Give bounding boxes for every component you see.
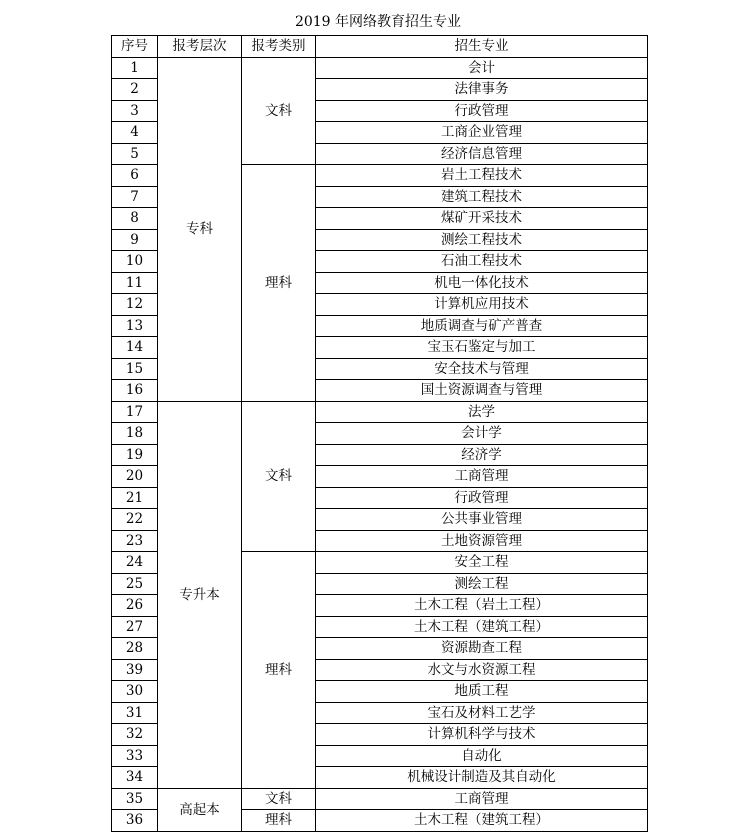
row-number: 18 xyxy=(112,423,158,445)
major-cell: 岩土工程技术 xyxy=(316,165,648,187)
major-cell: 公共事业管理 xyxy=(316,509,648,531)
row-number: 6 xyxy=(112,165,158,187)
level-cell: 专科 xyxy=(158,57,242,401)
major-cell: 资源勘查工程 xyxy=(316,638,648,660)
major-cell: 安全技术与管理 xyxy=(316,358,648,380)
major-cell: 工商管理 xyxy=(316,788,648,810)
row-number: 11 xyxy=(112,272,158,294)
row-number: 1 xyxy=(112,57,158,79)
row-number: 39 xyxy=(112,659,158,681)
row-number: 4 xyxy=(112,122,158,144)
header-category: 报考类别 xyxy=(242,36,316,58)
table-row xyxy=(112,401,648,423)
row-number: 12 xyxy=(112,294,158,316)
row-number: 22 xyxy=(112,509,158,531)
row-number: 8 xyxy=(112,208,158,230)
major-cell: 土木工程（岩土工程） xyxy=(316,595,648,617)
major-cell: 煤矿开采技术 xyxy=(316,208,648,230)
major-cell: 经济信息管理 xyxy=(316,143,648,165)
major-cell: 建筑工程技术 xyxy=(316,186,648,208)
row-number: 10 xyxy=(112,251,158,273)
major-cell: 石油工程技术 xyxy=(316,251,648,273)
row-number: 32 xyxy=(112,724,158,746)
row-number: 16 xyxy=(112,380,158,402)
major-cell: 水文与水资源工程 xyxy=(316,659,648,681)
category-cell: 文科 xyxy=(242,401,316,552)
category-cell: 理科 xyxy=(242,165,316,402)
row-number: 7 xyxy=(112,186,158,208)
document-title: 2019 年网络教育招生专业 xyxy=(294,14,462,30)
major-cell: 法律事务 xyxy=(316,79,648,101)
major-cell: 土地资源管理 xyxy=(316,530,648,552)
row-number: 5 xyxy=(112,143,158,165)
major-cell: 工商管理 xyxy=(316,466,648,488)
major-cell: 会计 xyxy=(316,57,648,79)
major-cell: 宝石及材料工艺学 xyxy=(316,702,648,724)
row-number: 9 xyxy=(112,229,158,251)
header-major: 招生专业 xyxy=(316,36,648,58)
major-cell: 工商企业管理 xyxy=(316,122,648,144)
row-number: 3 xyxy=(112,100,158,122)
row-number: 15 xyxy=(112,358,158,380)
row-number: 20 xyxy=(112,466,158,488)
major-cell: 测绘工程技术 xyxy=(316,229,648,251)
major-cell: 计算机科学与技术 xyxy=(316,724,648,746)
major-cell: 安全工程 xyxy=(316,552,648,574)
row-number: 21 xyxy=(112,487,158,509)
category-cell: 文科 xyxy=(242,788,316,810)
table-header-row xyxy=(112,36,648,58)
level-cell: 高起本 xyxy=(158,788,242,831)
major-cell: 行政管理 xyxy=(316,487,648,509)
row-number: 31 xyxy=(112,702,158,724)
major-cell: 机电一体化技术 xyxy=(316,272,648,294)
header-no: 序号 xyxy=(112,36,158,58)
row-number: 26 xyxy=(112,595,158,617)
major-cell: 土木工程（建筑工程） xyxy=(316,810,648,832)
major-cell: 土木工程（建筑工程） xyxy=(316,616,648,638)
row-number: 36 xyxy=(112,810,158,832)
major-cell: 经济学 xyxy=(316,444,648,466)
major-cell: 机械设计制造及其自动化 xyxy=(316,767,648,789)
major-cell: 自动化 xyxy=(316,745,648,767)
category-cell: 理科 xyxy=(242,552,316,789)
major-cell: 地质调查与矿产普查 xyxy=(316,315,648,337)
row-number: 30 xyxy=(112,681,158,703)
row-number: 34 xyxy=(112,767,158,789)
major-cell: 测绘工程 xyxy=(316,573,648,595)
major-cell: 宝玉石鉴定与加工 xyxy=(316,337,648,359)
row-number: 17 xyxy=(112,401,158,423)
row-number: 28 xyxy=(112,638,158,660)
major-cell: 国土资源调查与管理 xyxy=(316,380,648,402)
table-row xyxy=(112,788,648,810)
category-cell: 理科 xyxy=(242,810,316,832)
header-level: 报考层次 xyxy=(158,36,242,58)
major-cell: 计算机应用技术 xyxy=(316,294,648,316)
major-cell: 法学 xyxy=(316,401,648,423)
table-row xyxy=(112,57,648,79)
row-number: 27 xyxy=(112,616,158,638)
row-number: 33 xyxy=(112,745,158,767)
table-body xyxy=(112,57,648,831)
row-number: 24 xyxy=(112,552,158,574)
row-number: 14 xyxy=(112,337,158,359)
row-number: 2 xyxy=(112,79,158,101)
row-number: 19 xyxy=(112,444,158,466)
row-number: 25 xyxy=(112,573,158,595)
row-number: 13 xyxy=(112,315,158,337)
major-cell: 会计学 xyxy=(316,423,648,445)
major-cell: 地质工程 xyxy=(316,681,648,703)
major-cell: 行政管理 xyxy=(316,100,648,122)
category-cell: 文科 xyxy=(242,57,316,165)
majors-table xyxy=(111,35,648,832)
row-number: 35 xyxy=(112,788,158,810)
row-number: 23 xyxy=(112,530,158,552)
level-cell: 专升本 xyxy=(158,401,242,788)
